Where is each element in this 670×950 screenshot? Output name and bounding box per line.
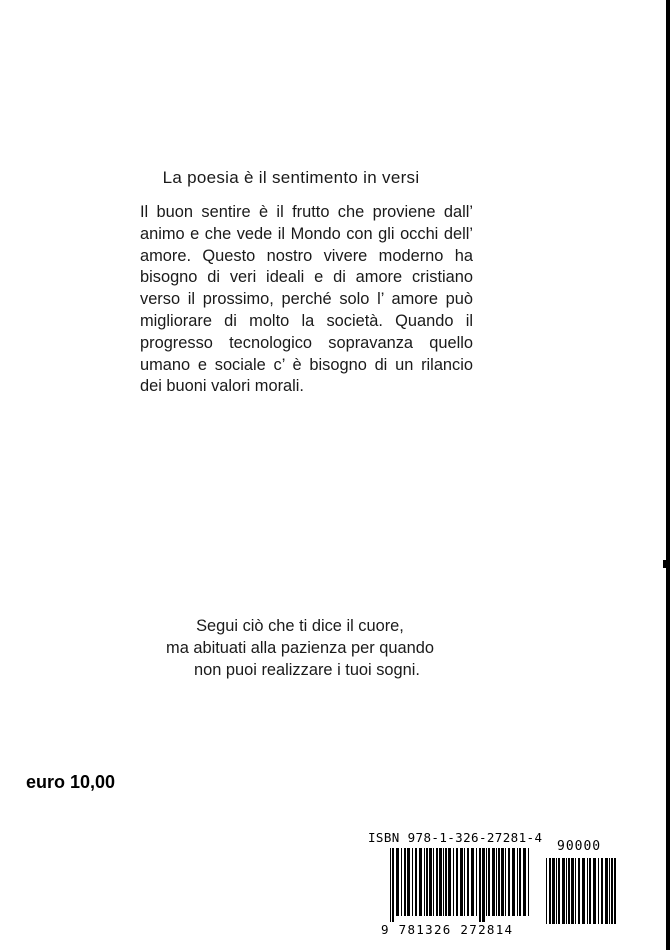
barcode-bar [528, 848, 529, 916]
barcode-bar [614, 858, 616, 924]
barcode-bar [479, 848, 481, 922]
barcode-bar [482, 848, 485, 922]
barcode-bar [415, 848, 417, 916]
barcode-bar [486, 848, 487, 916]
cover-quote [0, 616, 600, 681]
barcode-bar [508, 848, 510, 916]
barcode-bar [571, 858, 574, 924]
barcode-bar [609, 858, 610, 924]
barcode-bar [589, 858, 591, 924]
ean-bars [390, 848, 529, 922]
barcode-bar [611, 858, 613, 924]
barcode-bar [598, 858, 599, 924]
quote-line-1: Segui ciò che ti dice il cuore, [196, 617, 404, 635]
barcode-bar [426, 848, 428, 916]
barcode-bar [419, 848, 422, 916]
barcode-bar [549, 858, 551, 924]
barcode-bar [412, 848, 413, 916]
barcode-bar [460, 848, 463, 916]
barcode-bar [448, 848, 451, 916]
price-label: euro 10,00 [26, 772, 116, 792]
barcode-bar [556, 858, 557, 924]
barcode-bar [453, 848, 454, 916]
barcode-bar [605, 858, 608, 924]
barcode-bar [512, 848, 515, 916]
barcode-bar [390, 848, 391, 922]
barcode-bar [443, 848, 444, 916]
barcode-bar [519, 848, 521, 916]
barcode-bar [505, 848, 506, 916]
barcode-bar [558, 858, 560, 924]
barcode-bar [396, 848, 399, 916]
barcode-bar [407, 848, 410, 916]
barcode-bar [501, 848, 504, 916]
barcode-bar [587, 858, 588, 924]
barcode-bar [429, 848, 432, 916]
barcode-bar [593, 858, 596, 924]
barcode-bar [498, 848, 500, 916]
barcode-bar [424, 848, 425, 916]
barcode-bar [562, 858, 565, 924]
barcode-bar [523, 848, 526, 916]
barcode-bar [467, 848, 469, 916]
barcode-bar [404, 848, 406, 916]
barcode-bar [488, 848, 490, 916]
isbn-barcode [362, 815, 624, 950]
quote-line-3: non puoi realizzare i tuoi sogni. [194, 660, 420, 679]
barcode-bar [456, 848, 458, 916]
barcode-bar [568, 858, 570, 924]
barcode-bar [439, 848, 442, 916]
barcode-bar [433, 848, 434, 916]
barcode-bar [546, 858, 547, 924]
barcode-bar [436, 848, 438, 916]
addon-price-code: 90000 [557, 839, 602, 854]
barcode-bar [517, 848, 518, 916]
addon-bars [546, 858, 616, 924]
barcode-bar [476, 848, 477, 916]
barcode-bar [464, 848, 465, 916]
cover-title: La poesia è il sentimento in versi [162, 168, 420, 187]
page-edge-border [666, 0, 670, 950]
barcode-bar [401, 848, 402, 916]
barcode-bar [578, 858, 580, 924]
barcode-bar [566, 858, 567, 924]
barcode-bar [575, 858, 576, 924]
quote-line-2: ma abituati alla pazienza per quando [166, 638, 434, 657]
barcode-bar [492, 848, 495, 916]
barcode-bar [552, 858, 555, 924]
ean-digits: 9 781326 272814 [381, 922, 514, 937]
barcode-bar [445, 848, 447, 916]
barcode-bar [392, 848, 394, 922]
barcode-bar [471, 848, 474, 916]
isbn-number: ISBN 978-1-326-27281-4 [368, 830, 543, 845]
barcode-bar [582, 858, 585, 924]
cover-paragraph: Il buon sentire è il frutto che proviene dall’ animo e che vede il Mondo con gli occhi dell’ amore. Questo nostro vivere moderno ha bisogno di veri ideali e di amore cristiano verso il prossimo, perché solo l’ amore può migliorare di molto la società. Quando il progresso tecnologico sopravanza quello umano e sociale c’ è bisogno di un rilancio dei buoni valori morali. [140, 203, 473, 396]
barcode-bar [601, 858, 603, 924]
page-edge-mark [663, 560, 666, 568]
barcode-bar [496, 848, 497, 916]
